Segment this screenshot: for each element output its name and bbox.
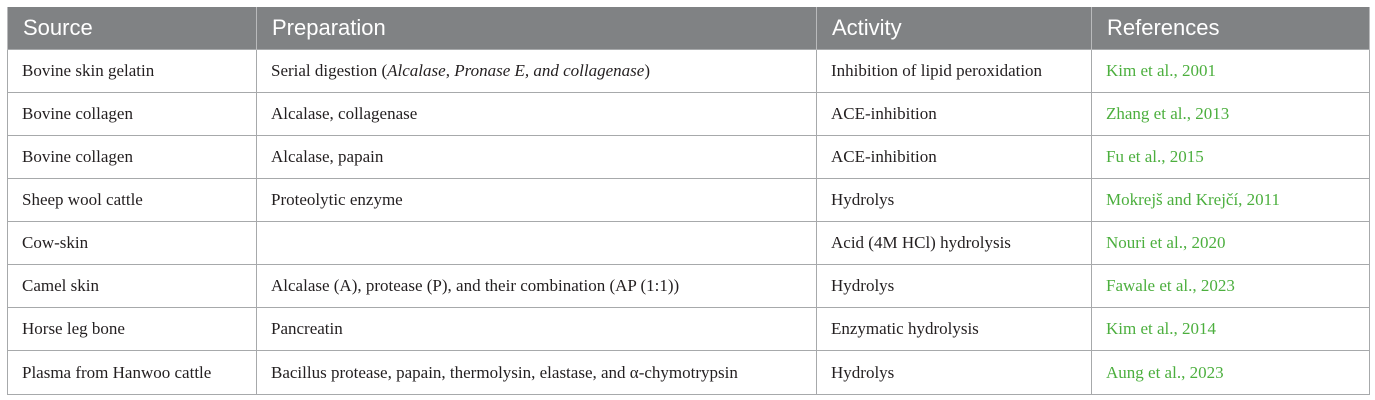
column-header-references: References: [1092, 7, 1370, 50]
cell-source: Horse leg bone: [8, 308, 257, 351]
reference-link[interactable]: Nouri et al., 2020: [1092, 222, 1370, 265]
reference-link[interactable]: Kim et al., 2014: [1092, 308, 1370, 351]
table-row: [8, 308, 1370, 351]
cell-activity: Hydrolys: [817, 265, 1092, 308]
column-header-source: Source: [8, 7, 257, 50]
cell-activity: Hydrolys: [817, 179, 1092, 222]
cell-source: Bovine collagen: [8, 136, 257, 179]
reference-link[interactable]: Mokrejš and Krejčí, 2011: [1092, 179, 1370, 222]
cell-preparation: Pancreatin: [257, 308, 817, 351]
reference-link[interactable]: Fu et al., 2015: [1092, 136, 1370, 179]
cell-source: Plasma from Hanwoo cattle: [8, 351, 257, 395]
table-row: [8, 50, 1370, 93]
preparation-text: ): [644, 61, 650, 80]
cell-source: Bovine collagen: [8, 93, 257, 136]
reference-link[interactable]: Aung et al., 2023: [1092, 351, 1370, 395]
column-header-activity: Activity: [817, 7, 1092, 50]
table-row: [8, 222, 1370, 265]
preparation-text: ,: [445, 61, 455, 80]
cell-preparation: Proteolytic enzyme: [257, 179, 817, 222]
table-row: [8, 93, 1370, 136]
cell-activity: Hydrolys: [817, 351, 1092, 395]
cell-activity: Acid (4M HCl) hydrolysis: [817, 222, 1092, 265]
cell-preparation: [257, 222, 817, 265]
table-header: [8, 7, 1370, 50]
cell-preparation: [257, 50, 817, 93]
column-header-preparation: Preparation: [257, 7, 817, 50]
cell-preparation: Alcalase, collagenase: [257, 93, 817, 136]
table-body: [8, 50, 1370, 395]
reference-link[interactable]: Fawale et al., 2023: [1092, 265, 1370, 308]
cell-source: Camel skin: [8, 265, 257, 308]
cell-source: Sheep wool cattle: [8, 179, 257, 222]
data-table: [7, 7, 1370, 395]
table-row: [8, 179, 1370, 222]
reference-link[interactable]: Zhang et al., 2013: [1092, 93, 1370, 136]
preparation-italic-text: Pronase E, and collagenase: [454, 61, 645, 80]
cell-activity: Inhibition of lipid peroxidation: [817, 50, 1092, 93]
cell-source: Bovine skin gelatin: [8, 50, 257, 93]
data-table-container: [7, 7, 1369, 395]
cell-activity: ACE-inhibition: [817, 93, 1092, 136]
cell-source: Cow-skin: [8, 222, 257, 265]
cell-preparation: Alcalase, papain: [257, 136, 817, 179]
cell-preparation: Bacillus protease, papain, thermolysin, elastase, and α-chymotrypsin: [257, 351, 817, 395]
table-row: [8, 136, 1370, 179]
table-row: [8, 265, 1370, 308]
table-row: [8, 351, 1370, 395]
preparation-text: Serial digestion (: [271, 61, 388, 80]
preparation-italic-text: Alcalase: [387, 61, 446, 80]
cell-preparation: Alcalase (A), protease (P), and their combination (AP (1:1)): [257, 265, 817, 308]
cell-activity: ACE-inhibition: [817, 136, 1092, 179]
header-row: [8, 7, 1370, 50]
cell-activity: Enzymatic hydrolysis: [817, 308, 1092, 351]
reference-link[interactable]: Kim et al., 2001: [1092, 50, 1370, 93]
